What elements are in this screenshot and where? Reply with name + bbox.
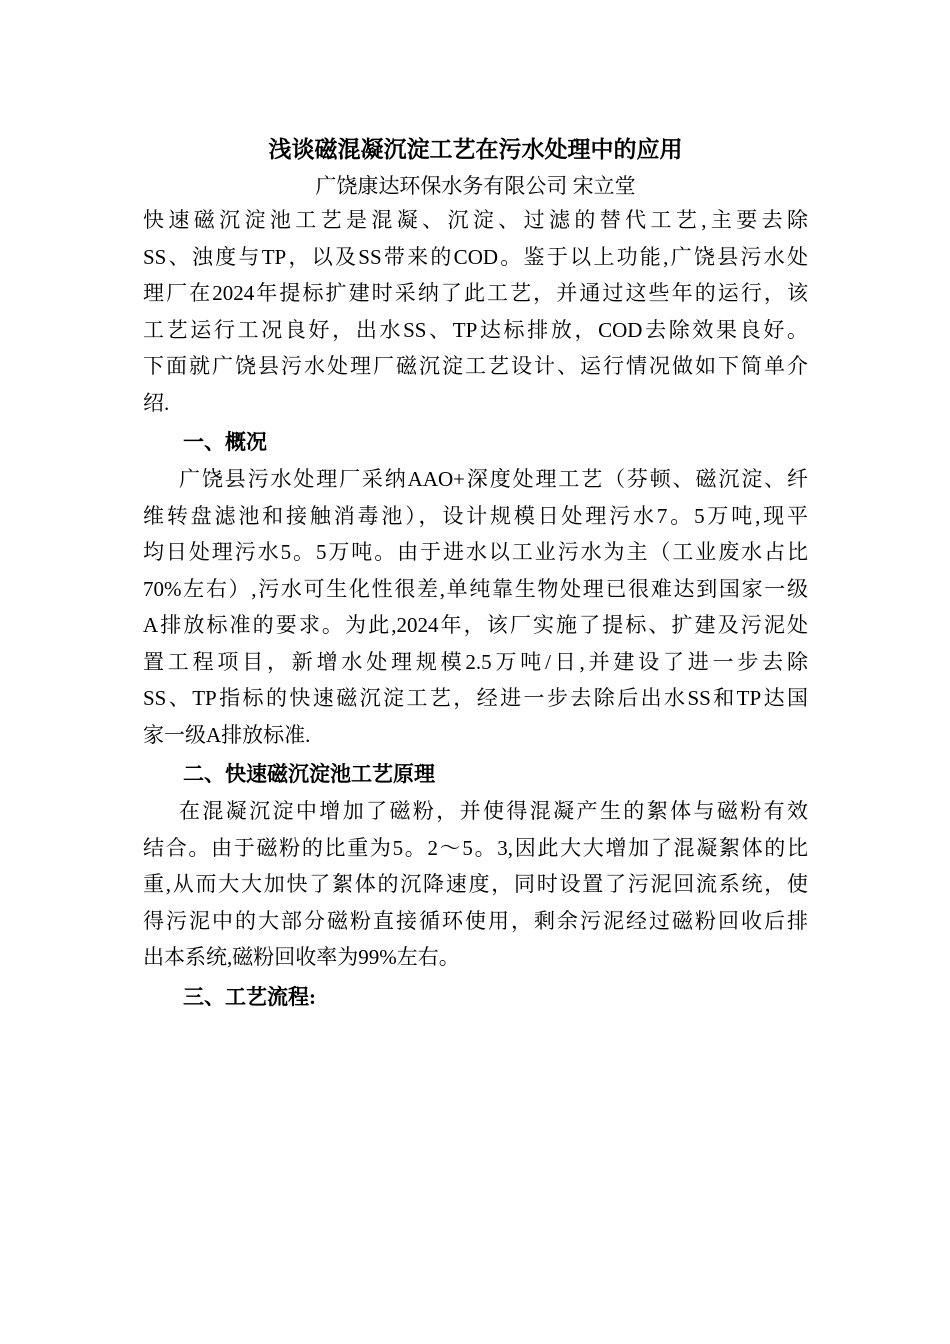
paragraph-line: 结合。由于磁粉的比重为5。2～5。3,因此大大增加了混凝絮体的比: [143, 835, 808, 860]
paragraph-line: 出本系统,磁粉回收率为99%左右。: [143, 945, 460, 969]
paragraph-line: SS、TP指标的快速磁沉淀工艺，经进一步去除后出水SS和TP达国: [143, 686, 808, 710]
document-author: 广饶康达环保水务有限公司 宋立堂: [315, 174, 636, 198]
paragraph-line: 工艺运行工况良好，出水SS、TP达标排放，COD去除效果良好。: [143, 317, 808, 342]
paragraph-line: 置工程项目，新增水处理规模2.5万吨/日,并建设了进一步去除: [143, 649, 808, 674]
section-heading-process-flow: 三、工艺流程:: [183, 984, 316, 1009]
paragraph-line: 均日处理污水5。5万吨。由于进水以工业污水为主（工业废水占比: [143, 540, 808, 564]
paragraph-line: 理厂在2024年提标扩建时采纳了此工艺，并通过这些年的运行，该: [143, 281, 808, 305]
paragraph-line: 70%左右）,污水可生化性很差,单纯靠生物处理已很难达到国家一级: [143, 576, 808, 601]
paragraph-line: 得污泥中的大部分磁粉直接循环使用，剩余污泥经过磁粉回收后排: [143, 908, 808, 933]
overview-paragraph: [143, 461, 808, 753]
section-heading-overview: 一、概况: [183, 430, 267, 454]
section-heading-principle: 二、快速磁沉淀池工艺原理: [183, 762, 435, 786]
paragraph-line: 绍.: [143, 390, 170, 415]
intro-paragraph: [143, 202, 808, 421]
paragraph-line: 下面就广饶县污水处理厂磁沉淀工艺设计、运行情况做如下简单介: [143, 354, 808, 378]
document-title: 浅谈磁混凝沉淀工艺在污水处理中的应用: [268, 137, 683, 162]
paragraph-line: SS、浊度与TP，以及SS带来的COD。鉴于以上功能,广饶县污水处: [143, 244, 808, 269]
paragraph-line: 广饶县污水处理厂采纳AAO+深度处理工艺（芬顿、磁沉淀、纤: [179, 467, 808, 491]
document-page: [143, 130, 808, 1016]
paragraph-line: 重,从而大大加快了絮体的沉降速度，同时设置了污泥回流系统，使: [143, 872, 808, 896]
principle-paragraph: [143, 793, 808, 976]
paragraph-line: 在混凝沉淀中增加了磁粉，并使得混凝产生的絮体与磁粉有效: [179, 799, 808, 823]
paragraph-line: 维转盘滤池和接触消毒池），设计规模日处理污水7。5万吨,现平: [143, 503, 808, 528]
paragraph-line: 家一级A排放标准.: [143, 722, 311, 747]
paragraph-line: 快速磁沉淀池工艺是混凝、沉淀、过滤的替代工艺,主要去除: [143, 208, 808, 232]
paragraph-line: A排放标准的要求。为此,2024年，该厂实施了提标、扩建及污泥处: [143, 613, 808, 637]
